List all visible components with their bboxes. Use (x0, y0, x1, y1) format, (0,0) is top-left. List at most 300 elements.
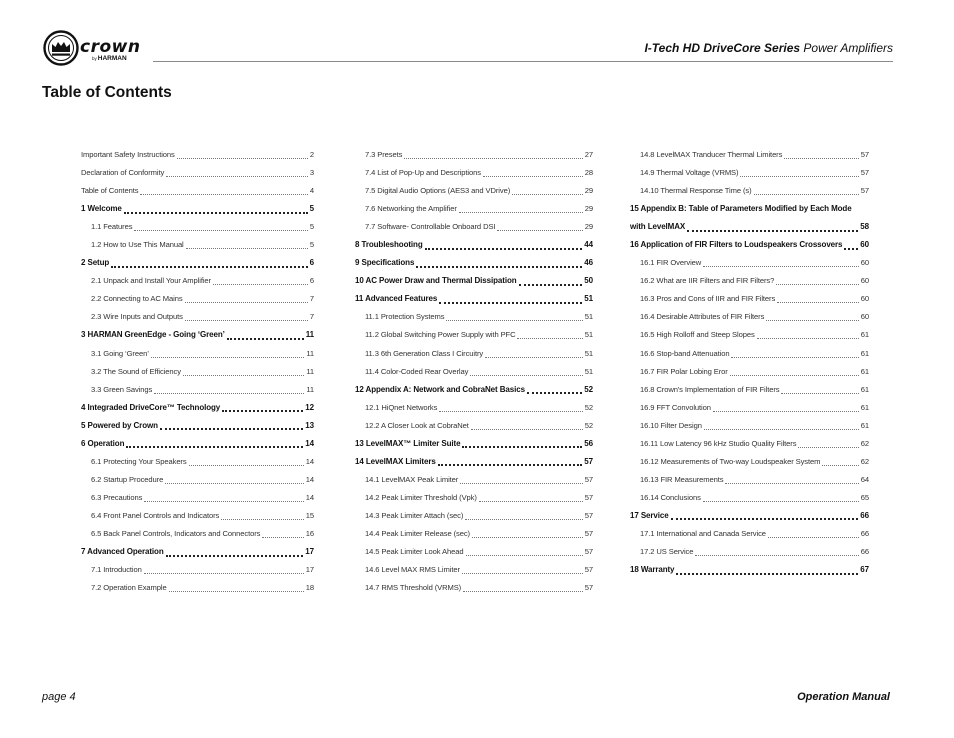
toc-leader-dots (671, 517, 859, 520)
toc-leader-dots (111, 265, 307, 268)
toc-entry-page: 57 (584, 474, 593, 484)
toc-entry[interactable] (355, 525, 593, 543)
toc-entry-title: 2.2 Connecting to AC Mains (91, 294, 183, 304)
toc-entry[interactable] (630, 146, 869, 164)
toc-entry[interactable] (81, 290, 314, 308)
toc-leader-dots (713, 410, 859, 412)
toc-leader-dots (822, 464, 858, 466)
toc-entry-title: 7.7 Software- Controllable Onboard DSI (365, 222, 496, 232)
toc-entry-title: 16.6 Stop-band Attenuation (640, 348, 730, 358)
toc-entry[interactable] (630, 489, 869, 507)
logo-wordmark: crown (80, 37, 141, 57)
toc-entry-page: 14 (305, 456, 314, 466)
toc-leader-dots (781, 392, 858, 394)
toc-entry-title: 7.2 Operation Example (91, 583, 167, 593)
toc-leader-dots (483, 175, 583, 177)
toc-entry[interactable] (81, 525, 314, 543)
header-divider (153, 61, 893, 62)
toc-entry-title: 14.4 Peak Limiter Release (sec) (365, 528, 470, 538)
toc-leader-dots (463, 590, 583, 592)
toc-entry-title: 6.1 Protecting Your Speakers (91, 456, 187, 466)
toc-leader-dots (695, 554, 858, 556)
toc-entry-page: 66 (860, 510, 869, 520)
toc-entry[interactable] (355, 308, 593, 326)
toc-entry-page: 14 (305, 474, 314, 484)
toc-leader-dots (189, 464, 304, 466)
toc-entry-page: 60 (860, 258, 869, 268)
toc-entry-page: 60 (860, 294, 869, 304)
toc-leader-dots (703, 265, 859, 267)
toc-entry-title: Important Safety Instructions (81, 150, 175, 159)
toc-entry[interactable] (630, 399, 869, 417)
toc-entry[interactable] (81, 363, 314, 381)
toc-leader-dots (466, 554, 583, 556)
toc-leader-dots (144, 572, 304, 574)
toc-entry-title: 16.13 FIR Measurements (640, 474, 724, 484)
toc-entry-page: 61 (860, 330, 869, 340)
toc-entry[interactable] (355, 326, 593, 344)
toc-entry-page: 67 (860, 565, 869, 575)
toc-entry-page: 51 (584, 366, 593, 376)
toc-entry[interactable] (355, 417, 593, 435)
toc-entry-page: 44 (584, 240, 593, 250)
toc-entry[interactable] (630, 507, 869, 525)
toc-entry[interactable] (630, 345, 869, 363)
toc-entry[interactable] (81, 236, 314, 254)
toc-entry[interactable] (355, 435, 593, 453)
toc-entry-title: 1 Welcome (81, 204, 122, 214)
toc-leader-dots (766, 319, 858, 321)
footer-page-number: page 4 (42, 691, 76, 703)
toc-entry[interactable] (630, 453, 869, 471)
toc-leader-dots (416, 265, 582, 268)
toc-entry-title: 14.3 Peak Limiter Attach (sec) (365, 510, 464, 520)
toc-entry[interactable] (81, 471, 314, 489)
toc-entry[interactable] (355, 182, 593, 200)
toc-leader-dots (731, 356, 858, 358)
toc-entry[interactable] (81, 579, 314, 597)
toc-leader-dots (438, 463, 583, 466)
toc-entry-page: 11 (305, 330, 314, 340)
toc-entry-title: 8 Troubleshooting (355, 240, 423, 250)
toc-entry[interactable] (630, 381, 869, 399)
toc-entry-title: 2.1 Unpack and Install Your Amplifier (91, 276, 211, 286)
toc-entry-title: 3 HARMAN GreenEdge - Going ‘Green’ (81, 330, 225, 340)
toc-leader-dots (676, 572, 858, 575)
toc-entry-title: 2 Setup (81, 258, 110, 268)
toc-entry-page: 57 (584, 510, 593, 520)
toc-entry-title: 16.4 Desirable Attributes of FIR Filters (640, 312, 765, 322)
toc-entry[interactable] (355, 453, 593, 471)
toc-entry[interactable] (630, 543, 869, 561)
toc-entry-title: 3.1 Going ‘Green’ (91, 348, 149, 358)
toc-leader-dots (527, 391, 582, 394)
toc-leader-dots (471, 428, 583, 430)
header-series: I-Tech HD DriveCore Series (644, 41, 801, 55)
toc-entry[interactable] (355, 290, 593, 308)
toc-entry-title: 6.4 Front Panel Controls and Indicators (91, 510, 220, 520)
toc-leader-dots (460, 482, 583, 484)
footer-manual-title: Operation Manual (797, 691, 890, 703)
toc-entry-title: 13 LevelMAX™ Limiter Suite (355, 438, 461, 448)
toc-entry-page: 66 (860, 547, 869, 557)
toc-entry-title: 7.4 List of Pop-Up and Descriptions (365, 168, 481, 178)
toc-entry-page: 50 (584, 276, 593, 286)
toc-entry[interactable] (355, 507, 593, 525)
toc-entry-title: 12.2 A Closer Look at CobraNet (365, 420, 469, 430)
toc-entry[interactable] (355, 381, 593, 399)
toc-leader-dots (185, 301, 308, 303)
logo-subbrand (92, 55, 127, 62)
toc-leader-dots (704, 428, 859, 430)
toc-entry[interactable] (630, 290, 869, 308)
toc-entry-title: 7.3 Presets (365, 150, 403, 159)
toc-entry[interactable] (81, 435, 314, 453)
toc-entry-title: 11.4 Color-Coded Rear Overlay (365, 366, 469, 376)
toc-entry-page: 14 (305, 438, 314, 448)
toc-entry-title: 7.6 Networking the Amplifier (365, 204, 457, 214)
toc-entry-page: 66 (860, 528, 869, 538)
toc-entry[interactable] (355, 200, 593, 218)
toc-leader-dots (262, 536, 303, 538)
toc-entry-page: 29 (584, 222, 593, 232)
toc-entry-page: 3 (309, 168, 314, 178)
toc-leader-dots (730, 374, 859, 376)
toc-leader-dots (470, 374, 582, 376)
toc-entry[interactable] (355, 471, 593, 489)
toc-leader-dots (740, 175, 858, 177)
toc-entry-page: 57 (584, 583, 593, 593)
toc-entry-title: 11.1 Protection Systems (365, 312, 445, 322)
toc-leader-dots (754, 193, 859, 195)
toc-entry-page: 52 (584, 420, 593, 430)
toc-entry[interactable] (81, 345, 314, 363)
toc-leader-dots (784, 157, 858, 159)
toc-entry-title: 11 Advanced Features (355, 294, 438, 304)
toc-entry-page: 16 (305, 528, 314, 538)
toc-entry-title: 14.8 LevelMAX Tranducer Thermal Limiters (640, 150, 783, 159)
toc-entry-title: 6.5 Back Panel Controls, Indicators and Connectors (91, 528, 261, 538)
toc-entry-page: 14 (305, 492, 314, 502)
toc-entry-page: 2 (309, 150, 314, 159)
toc-leader-dots (185, 319, 308, 321)
toc-entry-title: 14.9 Thermal Voltage (VRMS) (640, 168, 739, 178)
toc-entry-title: 16.3 Pros and Cons of IIR and FIR Filters (640, 294, 776, 304)
toc-column-2 (355, 146, 593, 597)
toc-entry[interactable] (630, 308, 869, 326)
toc-entry-page: 57 (860, 150, 869, 159)
toc-leader-dots (154, 392, 304, 394)
toc-leader-dots (485, 356, 583, 358)
toc-entry-title: 16.5 High Rolloff and Steep Slopes (640, 330, 755, 340)
toc-entry[interactable] (355, 345, 593, 363)
toc-entry[interactable] (81, 146, 314, 164)
toc-entry-page: 57 (584, 528, 593, 538)
toc-entry[interactable] (81, 308, 314, 326)
toc-entry-title: 7.1 Introduction (91, 565, 142, 575)
toc-leader-dots (140, 193, 307, 195)
toc-leader-dots (183, 374, 304, 376)
toc-entry-page: 17 (305, 565, 314, 575)
toc-entry[interactable] (355, 272, 593, 290)
toc-entry[interactable] (355, 543, 593, 561)
toc-entry-title: 4 Integraded DriveCore™ Technology (81, 402, 221, 412)
toc-entry-title: 2.3 Wire Inputs and Outputs (91, 312, 183, 322)
toc-leader-dots (703, 500, 859, 502)
toc-entry[interactable] (81, 200, 314, 218)
toc-entry[interactable] (81, 254, 314, 272)
toc-leader-dots (446, 319, 582, 321)
toc-entry-title: 14.10 Thermal Response Time (s) (640, 186, 752, 196)
toc-entry-page: 4 (309, 186, 314, 196)
toc-entry-title: 6.3 Precautions (91, 492, 143, 502)
toc-leader-dots (459, 211, 583, 213)
toc-entry-page: 57 (584, 565, 593, 575)
toc-entry-title: 16.12 Measurements of Two-way Loudspeaker System (640, 456, 821, 466)
toc-entry-title: 16.14 Conclusions (640, 492, 701, 502)
toc-leader-dots (160, 427, 303, 430)
toc-entry-title: 5 Powered by Crown (81, 420, 158, 430)
toc-entry[interactable] (81, 182, 314, 200)
toc-entry[interactable] (81, 399, 314, 417)
toc-entry-title: 16.9 FFT Convolution (640, 402, 711, 412)
toc-entry[interactable] (630, 561, 869, 579)
crown-logo (43, 30, 163, 68)
toc-leader-dots (776, 283, 859, 285)
toc-entry[interactable] (81, 417, 314, 435)
toc-leader-dots (844, 247, 858, 250)
toc-entry-page: 28 (584, 168, 593, 178)
toc-entry[interactable] (355, 489, 593, 507)
toc-leader-dots (512, 193, 583, 195)
toc-entry[interactable] (630, 471, 869, 489)
toc-entry-page: 15 (305, 510, 314, 520)
toc-entry-page: 12 (305, 402, 314, 412)
toc-entry[interactable] (81, 561, 314, 579)
toc-leader-dots (221, 518, 304, 520)
toc-leader-dots (404, 157, 582, 159)
toc-entry-title: 17.2 US Service (640, 547, 694, 557)
toc-entry-title: 10 AC Power Draw and Thermal Dissipation (355, 276, 517, 286)
toc-leader-dots (425, 247, 583, 250)
toc-entry-page: 57 (584, 547, 593, 557)
toc-leader-dots (479, 500, 583, 502)
toc-entry-page: 18 (305, 583, 314, 593)
toc-leader-dots (725, 482, 858, 484)
toc-entry-title: 11.2 Global Switching Power Supply with PFC (365, 330, 516, 340)
toc-entry-page: 60 (860, 276, 869, 286)
toc-entry-page: 27 (584, 150, 593, 159)
toc-entry-title: 7 Advanced Operation (81, 547, 164, 557)
toc-entry[interactable] (355, 399, 593, 417)
toc-entry-title: 17.1 International and Canada Service (640, 528, 766, 538)
toc-entry[interactable] (630, 363, 869, 381)
toc-entry-page: 61 (860, 384, 869, 394)
toc-entry[interactable] (81, 453, 314, 471)
toc-entry-title: 12 Appendix A: Network and CobraNet Basics (355, 384, 525, 394)
toc-entry-page: 51 (584, 312, 593, 322)
toc-entry-title: 16.10 Filter Design (640, 420, 702, 430)
toc-entry[interactable] (630, 236, 869, 254)
toc-entry-page: 13 (305, 420, 314, 430)
toc-entry[interactable] (81, 272, 314, 290)
logo-brand: HARMAN (97, 55, 127, 62)
header-suffix: Power Amplifiers (803, 41, 893, 55)
toc-entry-page: 60 (860, 240, 869, 250)
toc-entry-title: 14.1 LevelMAX Peak Limiter (365, 474, 459, 484)
toc-leader-dots (798, 446, 858, 448)
toc-entry[interactable] (355, 164, 593, 182)
header-title (644, 41, 893, 55)
toc-column-1 (81, 146, 314, 597)
toc-entry-title: 14.2 Peak Limiter Threshold (Vpk) (365, 492, 477, 502)
toc-entry-page: 57 (860, 186, 869, 196)
toc-leader-dots (757, 337, 859, 339)
toc-leader-dots (462, 572, 583, 574)
toc-entry[interactable] (630, 326, 869, 344)
toc-entry[interactable] (630, 435, 869, 453)
toc-entry-title: 14.7 RMS Threshold (VRMS) (365, 583, 462, 593)
toc-entry-title: 3.3 Green Savings (91, 384, 153, 394)
toc-entry-title: 16.11 Low Latency 96 kHz Studio Quality Filters (640, 438, 797, 448)
toc-entry[interactable] (81, 507, 314, 525)
toc-entry-page: 60 (860, 312, 869, 322)
toc-entry[interactable] (630, 182, 869, 200)
toc-leader-dots (169, 590, 304, 592)
toc-entry[interactable] (355, 146, 593, 164)
toc-entry-title: 18 Warranty (630, 565, 675, 575)
toc-entry-title: with LevelMAX (630, 222, 686, 232)
toc-entry-page: 11 (306, 348, 314, 358)
toc-leader-dots (151, 356, 304, 358)
toc-entry-page: 11 (306, 366, 314, 376)
toc-entry-title: 14 LevelMAX Limiters (355, 456, 436, 466)
toc-leader-dots (472, 536, 583, 538)
toc-entry-title: 3.2 The Sound of Efficiency (91, 366, 181, 376)
toc-entry-page: 62 (860, 456, 869, 466)
toc-entry[interactable] (630, 200, 869, 218)
toc-leader-dots (124, 211, 308, 214)
toc-entry-title: Declaration of Conformity (81, 168, 165, 178)
toc-entry[interactable] (81, 489, 314, 507)
toc-entry-page: 29 (584, 186, 593, 196)
toc-leader-dots (462, 445, 582, 448)
toc-entry-title: 14.5 Peak Limiter Look Ahead (365, 547, 464, 557)
toc-entry[interactable] (355, 254, 593, 272)
toc-entry-title: 16.8 Crown's Implementation of FIR Filters (640, 384, 780, 394)
toc-entry-page: 51 (584, 348, 593, 358)
toc-entry-title: 1.2 How to Use This Manual (91, 240, 184, 250)
toc-entry-page: 5 (309, 222, 314, 232)
toc-entry-title: 6.2 Startup Procedure (91, 474, 164, 484)
toc-leader-dots (166, 175, 308, 177)
toc-entry-page: 11 (306, 384, 314, 394)
toc-leader-dots (186, 247, 308, 249)
toc-leader-dots (222, 409, 303, 412)
toc-entry[interactable] (630, 254, 869, 272)
toc-entry-title: 1.1 Features (91, 222, 133, 232)
toc-entry-title: 6 Operation (81, 438, 125, 448)
toc-entry-page: 7 (309, 312, 314, 322)
toc-entry-title: 17 Service (630, 510, 669, 520)
toc-entry-page: 64 (860, 474, 869, 484)
toc-entry[interactable] (355, 236, 593, 254)
toc-entry-page: 6 (309, 276, 314, 286)
toc-entry[interactable] (81, 326, 314, 344)
toc-entry-title: 11.3 6th Generation Class I Circuitry (365, 348, 484, 358)
toc-entry-page: 61 (860, 366, 869, 376)
toc-leader-dots (177, 157, 308, 159)
toc-entry-page: 62 (860, 438, 869, 448)
toc-leader-dots (165, 482, 304, 484)
toc-entry-title: 9 Specifications (355, 258, 415, 268)
toc-entry-title: 7.5 Digital Audio Options (AES3 and VDrive) (365, 186, 511, 196)
toc-entry-page: 65 (860, 492, 869, 502)
toc-entry[interactable] (355, 579, 593, 597)
toc-entry[interactable] (81, 381, 314, 399)
toc-leader-dots (439, 410, 582, 412)
toc-entry-page: 58 (860, 222, 869, 232)
toc-entry-page: 52 (584, 402, 593, 412)
toc-entry-page: 57 (584, 492, 593, 502)
toc-entry[interactable] (630, 272, 869, 290)
toc-entry[interactable] (355, 561, 593, 579)
toc-entry-page: 17 (305, 547, 314, 557)
toc-leader-dots (166, 554, 304, 557)
toc-leader-dots (134, 229, 307, 231)
toc-entry-title: 16 Application of FIR Filters to Loudspeakers Crossovers (630, 240, 843, 250)
toc-leader-dots (497, 229, 582, 231)
toc-entry[interactable] (355, 363, 593, 381)
toc-entry-page: 56 (584, 438, 593, 448)
toc-entry[interactable] (355, 218, 593, 236)
toc-entry[interactable] (81, 164, 314, 182)
toc-entry-page: 57 (860, 168, 869, 178)
toc-entry[interactable] (81, 218, 314, 236)
toc-entry-page: 5 (309, 204, 314, 214)
toc-entry-page: 57 (584, 456, 593, 466)
toc-entry-page: 51 (584, 330, 593, 340)
page-title: Table of Contents (42, 84, 172, 101)
toc-entry[interactable] (630, 218, 869, 236)
toc-leader-dots (519, 283, 583, 286)
toc-leader-dots (227, 337, 304, 340)
toc-entry-title: 16.2 What are IIR Filters and FIR Filters? (640, 276, 775, 286)
toc-entry[interactable] (81, 543, 314, 561)
toc-entry[interactable] (630, 525, 869, 543)
toc-entry-page: 52 (584, 384, 593, 394)
toc-leader-dots (439, 301, 582, 304)
toc-column-3 (630, 146, 869, 579)
toc-leader-dots (777, 301, 859, 303)
toc-leader-dots (465, 518, 582, 520)
toc-entry-title: 16.1 FIR Overview (640, 258, 702, 268)
toc-entry-page: 5 (309, 240, 314, 250)
toc-entry-page: 7 (309, 294, 314, 304)
toc-leader-dots (687, 229, 858, 232)
toc-entry-title: Table of Contents (81, 186, 139, 196)
toc-leader-dots (213, 283, 308, 285)
toc-leader-dots (768, 536, 859, 538)
toc-leader-dots (144, 500, 303, 502)
toc-entry-title: 16.7 FIR Polar Lobing Eror (640, 366, 728, 376)
toc-entry-title: 12.1 HiQnet Networks (365, 402, 438, 412)
toc-entry[interactable] (630, 417, 869, 435)
toc-leader-dots (126, 445, 303, 448)
toc-entry-page: 29 (584, 204, 593, 214)
toc-entry-title: 15 Appendix B: Table of Parameters Modified by Each Mode (630, 204, 852, 214)
toc-entry[interactable] (630, 164, 869, 182)
